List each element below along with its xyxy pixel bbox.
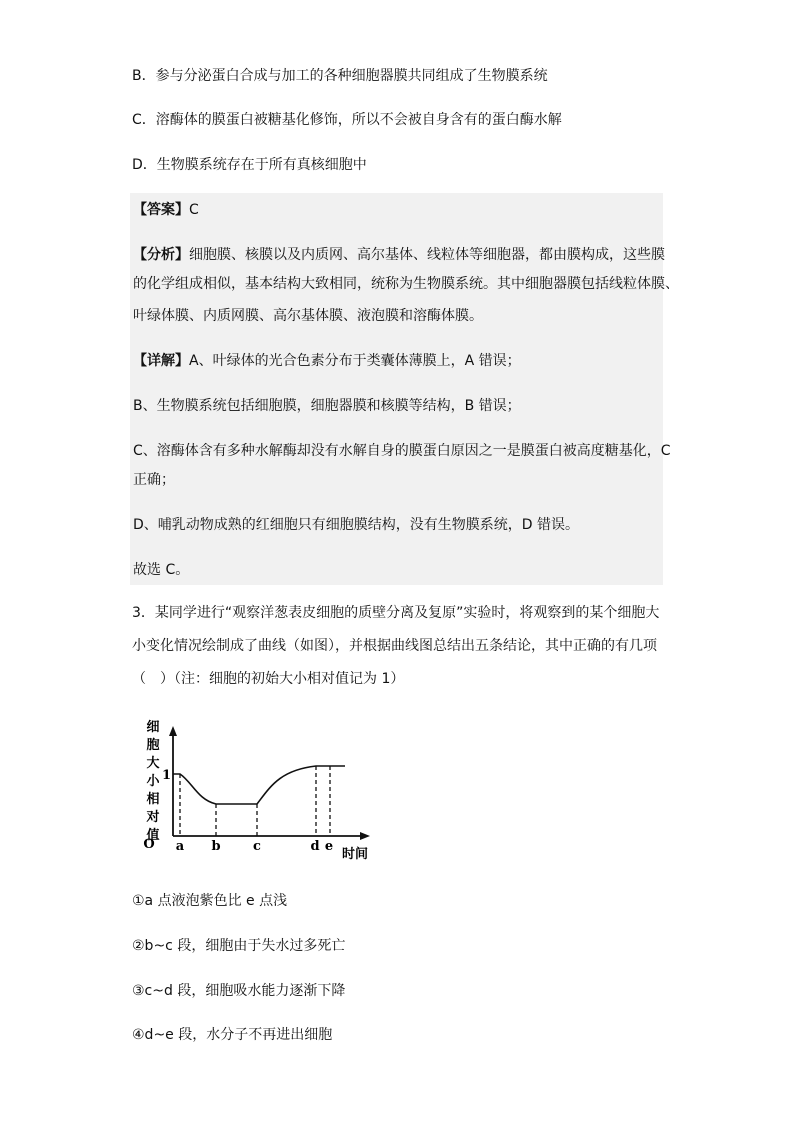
answer-value: C [189, 202, 199, 218]
question3-line-2: 小变化情况绘制成了曲线（如图），并根据曲线图总结出五条结论，其中正确的有几项 [132, 638, 657, 654]
analysis-line-3: 叶绿体膜、内质网膜、高尔基体膜、液泡膜和溶酶体膜。 [133, 308, 483, 324]
option-d: D．生物膜系统存在于所有真核细胞中 [132, 157, 367, 173]
statement-1: ①a 点液泡紫色比 e 点浅 [132, 893, 288, 909]
detail-tag: 【详解】 [133, 353, 189, 369]
x-axis-arrow [360, 832, 370, 840]
cell-size-curve-figure [140, 712, 380, 864]
detail-text-a: A、叶绿体的光合色素分布于类囊体薄膜上，A 错误； [189, 353, 521, 369]
answer-tag: 【答案】 [133, 202, 189, 218]
ylabel-char-6: 值 [146, 828, 160, 843]
ylabel-char-4: 相 [146, 792, 160, 807]
x-label-d: d [310, 839, 320, 854]
analysis-line-2: 的化学组成相似，基本结构大致相同，统称为生物膜系统。其中细胞器膜包括线粒体膜、 [133, 276, 679, 292]
question3-line-1: 3．某同学进行“观察洋葱表皮细胞的质壁分离及复原”实验时，将观察到的某个细胞大 [132, 605, 660, 621]
y-tick-1: 1 [161, 768, 171, 783]
detail-line-b: B、生物膜系统包括细胞膜，细胞器膜和核膜等结构，B 错误； [133, 398, 521, 414]
answer-box [130, 193, 679, 585]
origin-label: O [143, 837, 155, 852]
option-c: C．溶酶体的膜蛋白被糖基化修饰，所以不会被自身含有的蛋白酶水解 [132, 112, 562, 128]
analysis-tag: 【分析】 [133, 247, 189, 263]
ylabel-char-5: 对 [146, 810, 160, 825]
x-label-c: c [253, 839, 261, 854]
x-label-e: e [324, 839, 334, 854]
conclusion-line: 故选 C。 [133, 562, 190, 578]
analysis-line-1 [133, 245, 665, 265]
x-label-a: a [175, 839, 185, 854]
x-label-b: b [211, 839, 221, 854]
statement-3: ③c~d 段，细胞吸水能力逐渐下降 [132, 983, 346, 999]
detail-line-a [133, 351, 521, 371]
x-axis-label: 时间 [341, 847, 369, 862]
ylabel-char-3: 小 [146, 774, 160, 789]
detail-line-d: D、哺乳动物成熟的红细胞只有细胞膜结构，没有生物膜系统，D 错误。 [133, 517, 580, 533]
answer-line [133, 200, 199, 220]
ylabel-char-2: 大 [146, 756, 160, 771]
detail-line-c2: 正确； [133, 472, 175, 488]
statement-4: ④d~e 段，水分子不再进出细胞 [132, 1027, 333, 1043]
cell-size-curve [173, 766, 345, 804]
detail-line-c1: C、溶酶体含有多种水解酶却没有水解自身的膜蛋白原因之一是膜蛋白被高度糖基化，C [133, 443, 671, 459]
option-b: B．参与分泌蛋白合成与加工的各种细胞器膜共同组成了生物膜系统 [132, 68, 548, 84]
ylabel-char-1: 胞 [146, 738, 160, 753]
ylabel-char-0: 细 [146, 720, 160, 735]
y-axis-arrow [169, 726, 177, 736]
analysis-text-1: 细胞膜、核膜以及内质网、高尔基体、线粒体等细胞器，都由膜构成，这些膜 [189, 247, 665, 263]
statement-2: ②b~c 段，细胞由于失水过多死亡 [132, 938, 346, 954]
question3-line-3: （ ）（注：细胞的初始大小相对值记为 1） [132, 671, 405, 687]
